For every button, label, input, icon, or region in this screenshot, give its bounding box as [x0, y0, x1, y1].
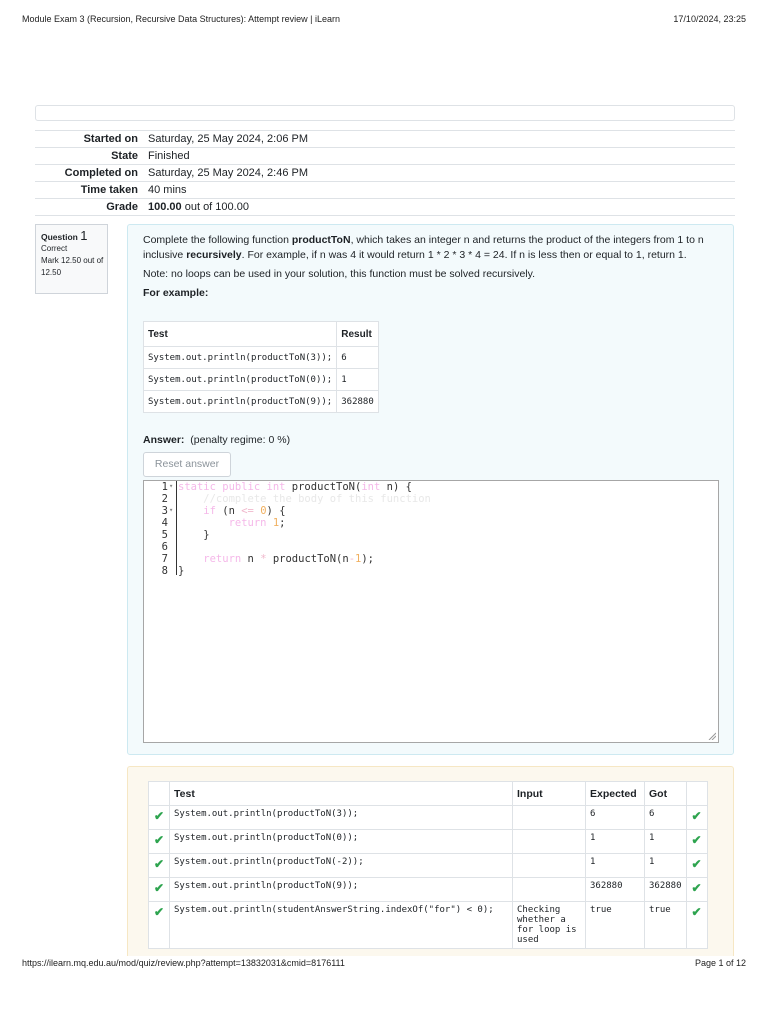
- result-expected: 1: [586, 830, 645, 854]
- print-header: [22, 14, 746, 28]
- results-header-status: [149, 782, 170, 806]
- example-header-result: Result: [337, 322, 379, 347]
- pass-check-icon: ✔: [686, 830, 707, 854]
- result-input: [513, 830, 586, 854]
- summary-label: State: [111, 150, 138, 162]
- result-got: 1: [645, 854, 687, 878]
- print-datetime: 17/10/2024, 23:25: [673, 14, 746, 24]
- result-got: true: [645, 902, 687, 949]
- result-input: [513, 878, 586, 902]
- result-input: Checking whether a for loop is used: [513, 902, 586, 949]
- question-number: [41, 230, 107, 243]
- results-header-input: Input: [513, 782, 586, 806]
- pass-check-icon: ✔: [686, 878, 707, 902]
- example-header-test: Test: [144, 322, 337, 347]
- code-line: }: [178, 529, 210, 541]
- code-line: if (n <= 0) {: [178, 505, 286, 517]
- result-expected: true: [586, 902, 645, 949]
- question-text-part: Complete the following function: [143, 234, 292, 246]
- grade-value: [148, 201, 735, 213]
- results-header-got: Got: [645, 782, 687, 806]
- results-row: [149, 854, 708, 878]
- question-status: Correct: [41, 244, 68, 253]
- results-row: [149, 902, 708, 949]
- code-line: return n * productToN(n-1);: [178, 553, 375, 565]
- summary-row-state: [35, 147, 735, 164]
- question-note: Note: no loops can be used in your solution, this function must be solved recursively.: [143, 268, 536, 280]
- example-test: System.out.println(productToN(9));: [144, 391, 337, 413]
- results-row: [149, 806, 708, 830]
- line-number: 3: [161, 505, 168, 517]
- penalty-regime: (penalty regime: 0 %): [190, 434, 291, 446]
- code-line: return 1;: [178, 517, 286, 529]
- example-result: 6: [337, 347, 379, 369]
- result-got: 6: [645, 806, 687, 830]
- question-formulation: [127, 224, 734, 755]
- pass-check-icon: ✔: [686, 806, 707, 830]
- print-footer: [22, 958, 746, 972]
- pass-check-icon: ✔: [149, 806, 170, 830]
- attempt-summary: [35, 130, 735, 216]
- for-example-label: For example:: [143, 287, 209, 299]
- question-number-value: 1: [80, 228, 88, 243]
- example-test: System.out.println(productToN(0));: [144, 369, 337, 391]
- pass-check-icon: ✔: [686, 902, 707, 949]
- summary-row-started: [35, 130, 735, 147]
- result-test: System.out.println(productToN(0));: [170, 830, 513, 854]
- result-got: 1: [645, 830, 687, 854]
- cursor-line: [176, 481, 177, 575]
- results-header-row: [149, 782, 708, 806]
- result-expected: 362880: [586, 878, 645, 902]
- result-input: [513, 806, 586, 830]
- feedback-panel: [127, 766, 734, 956]
- function-name: productToN: [291, 234, 351, 246]
- print-title: Module Exam 3 (Recursion, Recursive Data Structures): Attempt review | iLearn: [22, 14, 340, 24]
- line-number: 1: [161, 481, 168, 493]
- example-test: System.out.println(productToN(3));: [144, 347, 337, 369]
- results-header-status-right: [686, 782, 707, 806]
- result-test: System.out.println(productToN(-2));: [170, 854, 513, 878]
- for-example-heading: [143, 286, 723, 301]
- code-line: }: [178, 565, 185, 577]
- summary-label: Grade: [106, 201, 138, 213]
- line-number: 4: [161, 517, 168, 529]
- summary-label: Completed on: [64, 167, 138, 179]
- summary-value: Finished: [148, 150, 190, 162]
- summary-value: Saturday, 25 May 2024, 2:06 PM: [148, 133, 308, 145]
- example-header-row: [144, 322, 379, 347]
- results-row: [149, 878, 708, 902]
- editor-gutter: [144, 481, 176, 742]
- line-number: 5: [161, 529, 168, 541]
- print-page: Page 1 of 12: [694, 958, 746, 968]
- reset-answer-button[interactable]: Reset answer: [143, 452, 231, 477]
- results-table: [148, 781, 708, 949]
- line-number: 2: [161, 493, 168, 505]
- recursively-emphasis: recursively: [186, 249, 242, 261]
- example-result: 362880: [337, 391, 379, 413]
- summary-row-time: [35, 181, 735, 198]
- result-test: System.out.println(productToN(3));: [170, 806, 513, 830]
- line-number: 7: [161, 553, 168, 565]
- grade-rest: out of 100.00: [184, 201, 249, 213]
- results-header-test: Test: [170, 782, 513, 806]
- summary-row-completed: [35, 164, 735, 181]
- summary-row-grade: [35, 198, 735, 216]
- question-text: [143, 233, 723, 305]
- question-mark: Mark 12.50 out of 12.50: [41, 256, 104, 277]
- line-number: 8: [161, 565, 168, 577]
- pass-check-icon: ✔: [149, 854, 170, 878]
- question-label: Question: [41, 232, 78, 242]
- summary-value: 40 mins: [148, 184, 187, 196]
- example-result: 1: [337, 369, 379, 391]
- code-editor[interactable]: [143, 480, 719, 743]
- grade-score: 100.00: [148, 201, 182, 213]
- result-expected: 1: [586, 854, 645, 878]
- results-header-expected: Expected: [586, 782, 645, 806]
- line-number: 6: [161, 541, 168, 553]
- result-test: System.out.println(productToN(9));: [170, 878, 513, 902]
- fold-arrow-icon[interactable]: ▾: [169, 482, 174, 490]
- pass-check-icon: ✔: [686, 854, 707, 878]
- question-description: [143, 233, 723, 263]
- summary-label: Time taken: [80, 184, 138, 196]
- example-row: [144, 391, 379, 413]
- pass-check-icon: ✔: [149, 878, 170, 902]
- result-expected: 6: [586, 806, 645, 830]
- question-text-part: . For example, if n was 4 it would return 1 * 2 * 3 * 4 = 24. If n is less then or equal to 1, return 1.: [241, 249, 687, 261]
- result-got: 362880: [645, 878, 687, 902]
- question-info: [35, 224, 108, 294]
- example-table: [143, 321, 379, 413]
- fold-arrow-icon[interactable]: ▾: [169, 506, 174, 514]
- answer-line: [143, 434, 290, 446]
- pass-check-icon: ✔: [149, 830, 170, 854]
- example-row: [144, 369, 379, 391]
- answer-label: Answer:: [143, 434, 185, 446]
- pass-check-icon: ✔: [149, 902, 170, 949]
- summary-value: Saturday, 25 May 2024, 2:46 PM: [148, 167, 308, 179]
- result-test: System.out.println(studentAnswerString.indexOf("for") < 0);: [170, 902, 513, 949]
- code-line: static public int productToN(int n) {: [178, 481, 412, 493]
- resize-handle-icon[interactable]: [708, 732, 716, 740]
- question-text-part: , which takes an integer n and returns the product of the integers from 1 to n inclusive: [143, 234, 704, 261]
- result-input: [513, 854, 586, 878]
- navigation-box: [35, 105, 735, 121]
- code-line: //complete the body of this function: [178, 493, 431, 505]
- example-row: [144, 347, 379, 369]
- results-row: [149, 830, 708, 854]
- print-url: https://ilearn.mq.edu.au/mod/quiz/review.php?attempt=13832031&cmid=8176111: [22, 958, 345, 968]
- summary-label: Started on: [83, 133, 138, 145]
